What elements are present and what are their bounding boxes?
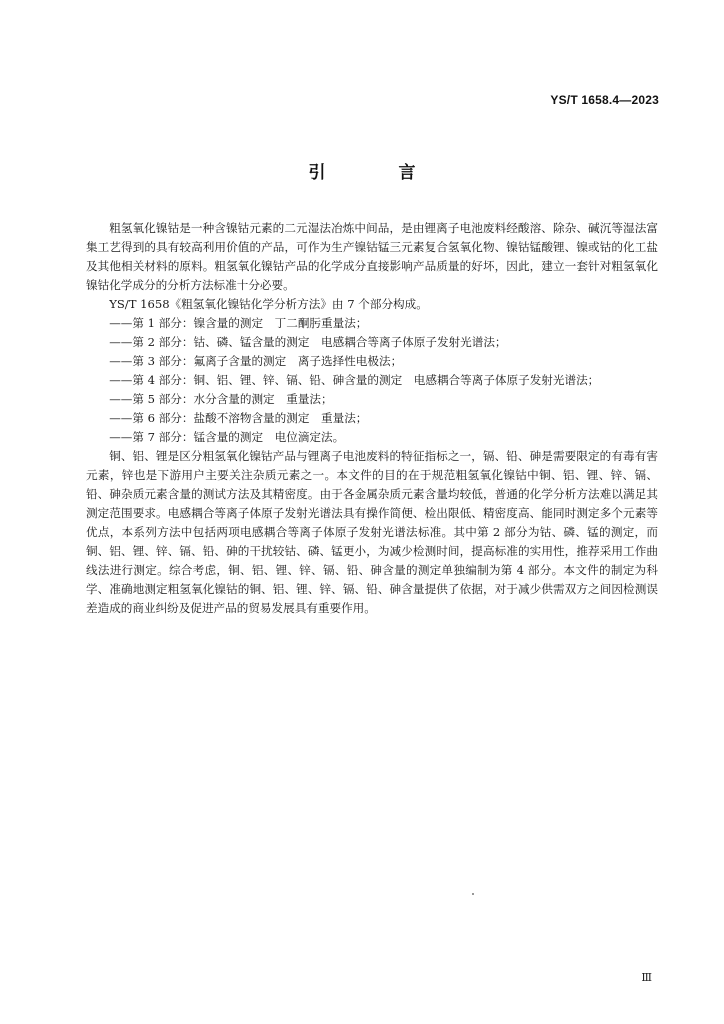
list-item: ——第 3 部分：氟离子含量的测定 离子选择性电极法； [109, 354, 403, 368]
standard-code: YS/T 1658.4—2023 [550, 93, 659, 107]
list-item: ——第 2 部分：钴、磷、锰含量的测定 电感耦合等离子体原子发射光谱法； [109, 335, 507, 349]
intro-paragraph-2: YS/T 1658《粗氢氧化镍钴化学分析方法》由 7 个部分构成。 [109, 297, 428, 311]
body-text [86, 219, 658, 618]
list-item: ——第 7 部分：锰含量的测定 电位滴定法。 [109, 430, 345, 444]
intro-paragraph-1: 粗氢氧化镍钴是一种含镍钴元素的二元湿法冶炼中间品，是由锂离子电池废料经酸溶、除杂、碱沉等湿法富集工艺得到的具有较高利用价值的产品，可作为生产镍钴锰三元素复合氢氧化物、镍钴锰酸锂、镍或钴的化工盐及其他相关材料的原料。粗氢氧化镍钴产品的化学成分直接影响产品质量的好坏，因此，建立一套针对粗氢氧化镍钴化学成分的分析方法标准十分必要。 [86, 221, 658, 292]
section-title: 引 言 [308, 163, 444, 183]
page-number: Ⅲ [641, 971, 652, 984]
list-item: ——第 1 部分：镍含量的测定 丁二酮肟重量法； [109, 316, 368, 330]
list-item: ——第 6 部分：盐酸不溶物含量的测定 重量法； [109, 411, 368, 425]
list-item: ——第 4 部分：铜、铝、锂、锌、镉、铅、砷含量的测定 电感耦合等离子体原子发射光谱法； [109, 373, 600, 387]
scan-speck [472, 893, 474, 895]
closing-paragraph: 铜、铝、锂是区分粗氢氧化镍钴产品与锂离子电池废料的特征指标之一，镉、铅、砷是需要限定的有毒有害元素，锌也是下游用户主要关注杂质元素之一。本文件的目的在于规范粗氢氧化镍钴中铜、铝、锂、锌、镉、铅、砷杂质元素含量的测试方法及其精密度。由于各金属杂质元素含量均较低，普通的化学分析方法难以满足其测定范围要求。电感耦合等离子体原子发射光谱法具有操作简便、检出限低、精密度高、能同时测定多个元素等优点，本系列方法中包括两项电感耦合等离子体原子发射光谱法标准。其中第 2 部分为钴、磷、锰的测定，而铜、铝、锂、锌、镉、铅、砷的干扰较钴、磷、锰更小，为减少检测时间，提高标准的实用性，推荐采用工作曲线法进行测定。综合考虑，铜、铝、锂、锌、镉、铅、砷含量的测定单独编制为第 4 部分。本文件的制定为科学、准确地测定粗氢氧化镍钴的铜、铝、锂、锌、镉、铅、砷含量提供了依据，对于减少供需双方之间因检测误差造成的商业纠纷及促进产品的贸易发展具有重要作用。 [86, 449, 658, 615]
list-item: ——第 5 部分：水分含量的测定 重量法； [109, 392, 333, 406]
parts-list [86, 314, 658, 447]
